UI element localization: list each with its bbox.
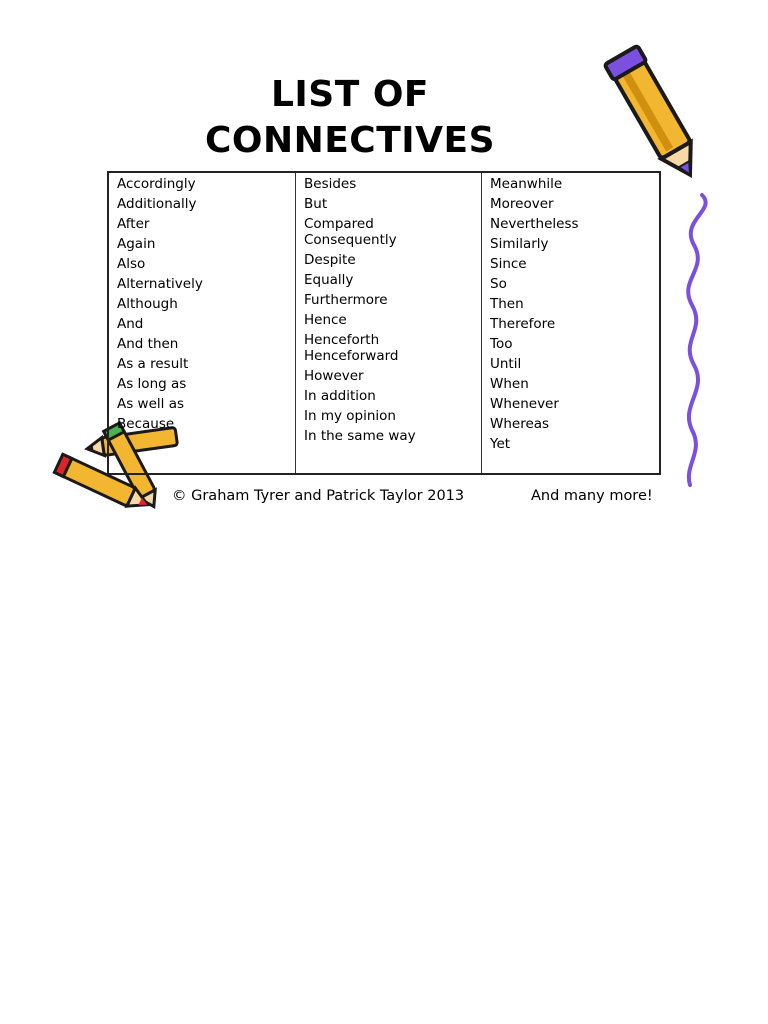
connective-word: In the same way	[304, 428, 416, 444]
connective-word: Moreover	[490, 196, 554, 212]
title-line-1: LIST OF	[270, 74, 430, 115]
title-line-2: CONNECTIVES	[204, 120, 496, 161]
connective-word: And then	[117, 336, 179, 352]
copyright-text: © Graham Tyrer and Patrick Taylor 2013	[172, 488, 465, 504]
connective-word: In addition	[304, 388, 376, 404]
connective-word: Since	[490, 256, 527, 272]
connective-word: As well as	[117, 396, 185, 412]
connective-word: Again	[117, 236, 156, 252]
connectives-column-1	[109, 173, 295, 473]
connective-word: Furthermore	[304, 292, 388, 308]
connective-word: Although	[117, 296, 178, 312]
connectives-column-2	[295, 173, 481, 473]
and-many-more-text: And many more!	[531, 488, 653, 504]
document-title	[0, 72, 700, 164]
squiggle-line	[672, 190, 722, 490]
connective-word: Whenever	[490, 396, 559, 412]
connective-word: Compared	[304, 216, 374, 232]
connectives-table	[107, 171, 661, 475]
connective-word: After	[117, 216, 150, 232]
connective-word: Besides	[304, 176, 357, 192]
connective-word: As long as	[117, 376, 187, 392]
connective-word: So	[490, 276, 507, 292]
connective-word: Therefore	[490, 316, 556, 332]
connective-word: In my opinion	[304, 408, 396, 424]
connective-word: But	[304, 196, 328, 212]
connective-word: Then	[490, 296, 524, 312]
connective-word: When	[490, 376, 529, 392]
connective-word: Whereas	[490, 416, 550, 432]
connective-word: Additionally	[117, 196, 197, 212]
connective-word: Also	[117, 256, 146, 272]
connective-word: However	[304, 368, 364, 384]
connective-word: As a result	[117, 356, 189, 372]
connective-word: Meanwhile	[490, 176, 563, 192]
connective-word: Because	[117, 416, 175, 432]
connective-word: Alternatively	[117, 276, 203, 292]
connective-word: Henceforward	[304, 348, 399, 364]
connective-word: Accordingly	[117, 176, 196, 192]
connective-word: Similarly	[490, 236, 549, 252]
connective-word: Until	[490, 356, 522, 372]
connective-word: Nevertheless	[490, 216, 579, 232]
connective-word: Despite	[304, 252, 356, 268]
connective-word: Hence	[304, 312, 347, 328]
connective-word: And	[117, 316, 144, 332]
connective-word: Equally	[304, 272, 354, 288]
connective-word: Consequently	[304, 232, 397, 248]
connective-word: Yet	[490, 436, 511, 452]
connective-word: Too	[490, 336, 513, 352]
connectives-column-3	[481, 173, 661, 473]
connective-word: Henceforth	[304, 332, 380, 348]
